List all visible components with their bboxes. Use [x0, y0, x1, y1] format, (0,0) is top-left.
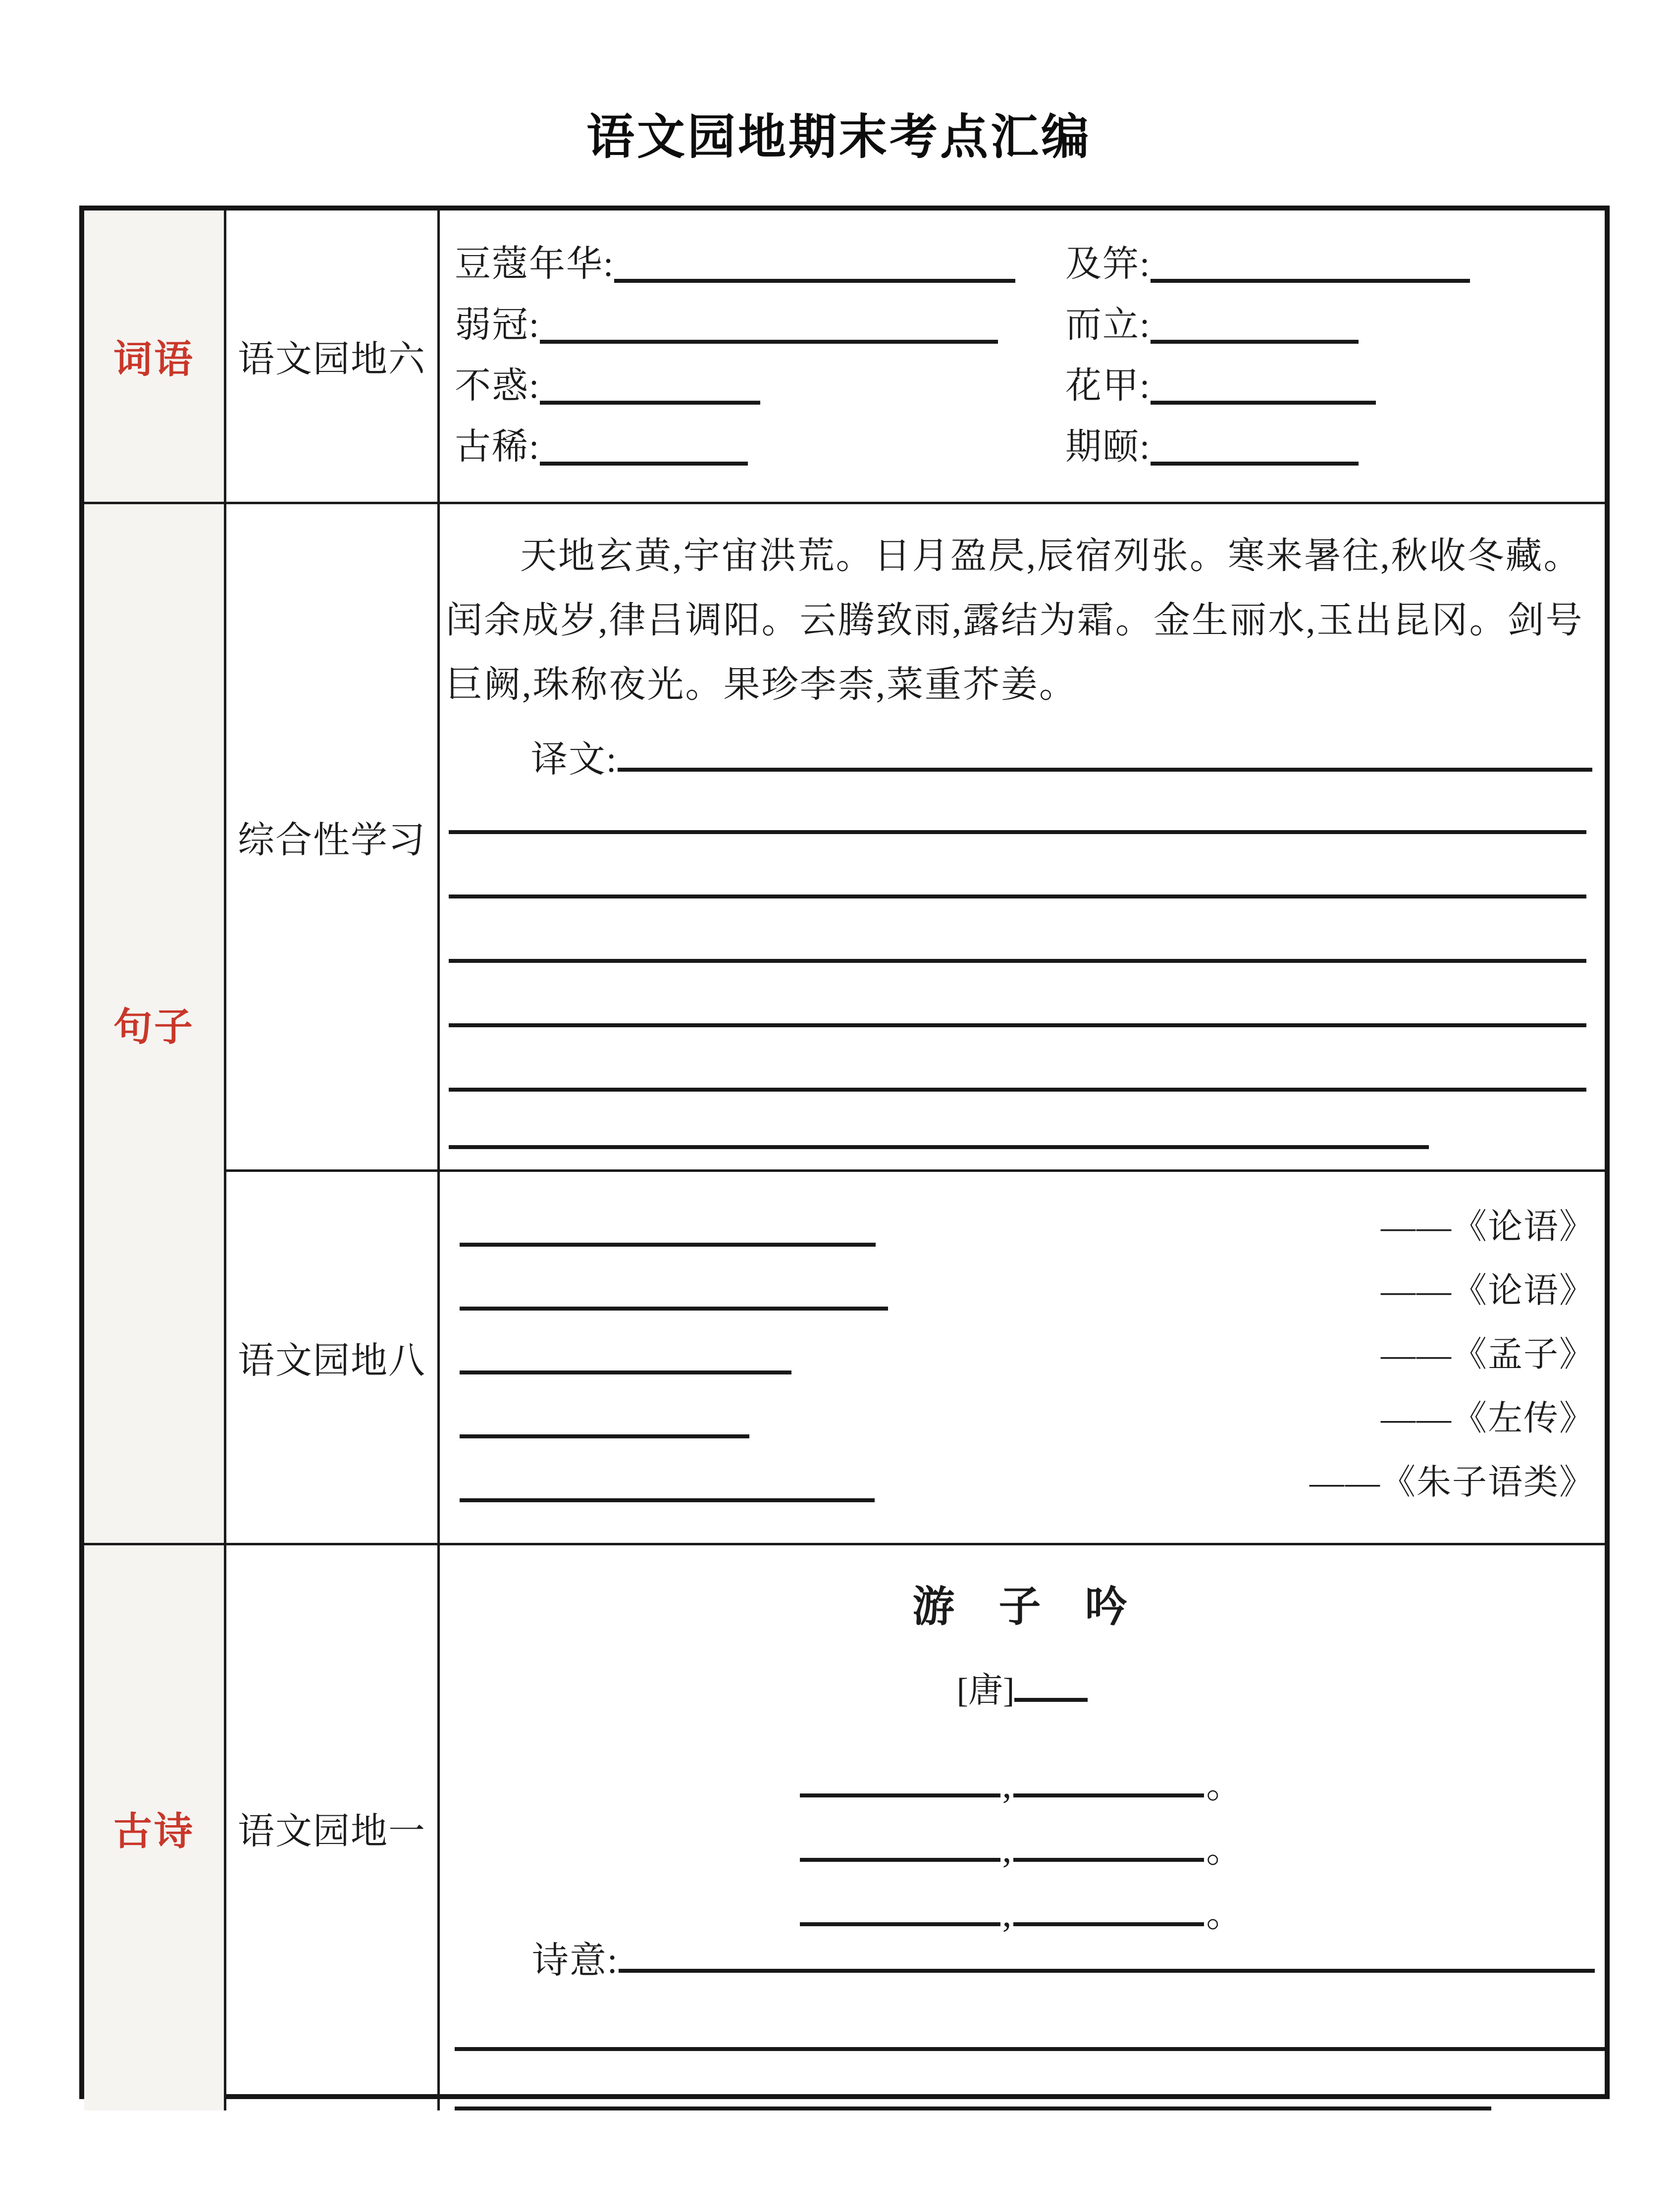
unit-cell-comprehensive	[226, 504, 440, 1172]
term-label: 而立:	[1065, 305, 1151, 345]
quote-row	[460, 1383, 1595, 1447]
verse-blank-line	[800, 1922, 1000, 1926]
quote-blank-line	[460, 1243, 876, 1247]
term-label: 不惑:	[455, 366, 540, 406]
term-label: 及笄:	[1065, 244, 1151, 284]
term-label: 豆蔻年华:	[455, 244, 615, 284]
term-blank-line	[1151, 462, 1359, 466]
quotes-cell	[440, 1172, 1605, 1545]
quote-source-label: ——《论语》	[1381, 1272, 1595, 1310]
term-label: 期颐:	[1065, 426, 1151, 467]
answer-blank-line	[449, 1088, 1586, 1092]
term-blank-line	[1151, 340, 1359, 344]
term-blank-line	[614, 279, 1015, 283]
verse-row	[800, 1756, 1245, 1806]
thousand-character-classic-paragraph	[446, 524, 1592, 717]
term-row	[455, 417, 1587, 478]
unit-cell-garden8	[226, 1172, 440, 1545]
category-words-label: 词语	[113, 338, 195, 381]
term-row	[455, 356, 1587, 417]
quote-source-label: ——《孟子》	[1381, 1336, 1595, 1374]
answer-blank-line	[455, 2107, 1491, 2110]
worksheet-table	[79, 206, 1610, 2099]
quote-source-label: ——《左传》	[1381, 1400, 1595, 1438]
verse-period: 。	[1206, 1830, 1243, 1870]
meaning-blank-line	[619, 1969, 1595, 1973]
unit-cell-garden6	[226, 211, 440, 504]
quote-blank-line	[460, 1498, 875, 1502]
quote-blank-line	[460, 1370, 791, 1374]
category-sentences-label: 句子	[113, 1005, 195, 1049]
classic-text-cell	[440, 504, 1605, 1172]
poem-meaning-row	[440, 1931, 1605, 1984]
unit-cell-garden1	[226, 1545, 440, 2110]
term-blank-line	[540, 401, 760, 405]
terms-cell	[440, 211, 1605, 504]
category-poem-label: 古诗	[113, 1809, 195, 1853]
quote-row	[460, 1256, 1595, 1319]
unit-comprehensive-label: 综合性学习	[238, 820, 426, 861]
verse-comma: ,	[1002, 1830, 1012, 1870]
author-blank-line	[1014, 1698, 1088, 1702]
verse-blank-line	[800, 1793, 1000, 1797]
verse-blank-line	[800, 1858, 1000, 1862]
answer-blank-line	[449, 1023, 1586, 1027]
term-row	[455, 234, 1587, 295]
verse-period: 。	[1206, 1894, 1243, 1935]
verse-comma: ,	[1002, 1765, 1012, 1806]
unit-garden8-label: 语文园地八	[238, 1340, 426, 1381]
verse-comma: ,	[1002, 1894, 1012, 1935]
term-blank-line	[1151, 401, 1376, 405]
term-blank-line	[540, 340, 998, 344]
term-row	[455, 295, 1587, 356]
category-cell-poem	[84, 1545, 226, 2110]
category-cell-sentences	[84, 504, 226, 1545]
classic-paragraph-line: 闰余成岁,律吕调阳。云腾致雨,露结为霜。金生丽水,玉出昆冈。剑号	[446, 600, 1584, 641]
term-blank-line	[540, 462, 748, 466]
verse-period: 。	[1206, 1765, 1243, 1806]
quote-row	[460, 1447, 1595, 1511]
quote-blank-line	[460, 1434, 749, 1438]
term-blank-line	[1151, 279, 1470, 283]
answer-blank-line	[449, 830, 1586, 834]
quote-source-label: ——《朱子语类》	[1310, 1464, 1595, 1502]
classic-paragraph-line: 天地玄黄,宇宙洪荒。日月盈昃,辰宿列张。寒来暑往,秋收冬藏。	[520, 536, 1582, 577]
page-title: 语文园地期末考点汇编	[586, 111, 1092, 164]
answer-blank-line	[449, 1145, 1429, 1149]
answer-blank-line	[449, 895, 1586, 898]
quote-blank-line	[460, 1307, 888, 1311]
poem-dynasty-label: [唐]	[956, 1672, 1015, 1710]
translation-row	[446, 730, 1592, 783]
category-cell-words	[84, 211, 226, 504]
term-label: 弱冠:	[455, 305, 540, 345]
unit-garden6-label: 语文园地六	[238, 339, 426, 380]
answer-blank-line	[449, 959, 1586, 963]
poem-meaning-label: 诗意:	[532, 1941, 619, 1981]
verse-blank-line	[1013, 1858, 1204, 1862]
term-label: 花甲:	[1065, 366, 1151, 406]
poem-author-row	[957, 1662, 1088, 1712]
verse-blank-line	[1013, 1922, 1204, 1926]
translation-label: 译文:	[531, 739, 618, 780]
poem-cell	[440, 1545, 1605, 2110]
classic-paragraph-line: 巨阙,珠称夜光。果珍李柰,菜重芥姜。	[446, 665, 1077, 705]
answer-blank-line	[455, 2047, 1605, 2051]
quote-row	[460, 1192, 1595, 1256]
term-label: 古稀:	[455, 426, 540, 467]
translation-blank-line	[618, 768, 1592, 772]
quote-row	[460, 1319, 1595, 1383]
verse-row	[800, 1820, 1245, 1870]
poem-title: 游 子 吟	[912, 1584, 1132, 1631]
quote-source-label: ——《论语》	[1381, 1208, 1595, 1246]
verse-blank-line	[1013, 1793, 1204, 1797]
verse-row	[800, 1885, 1245, 1935]
unit-garden1-label: 语文园地一	[238, 1811, 426, 1852]
